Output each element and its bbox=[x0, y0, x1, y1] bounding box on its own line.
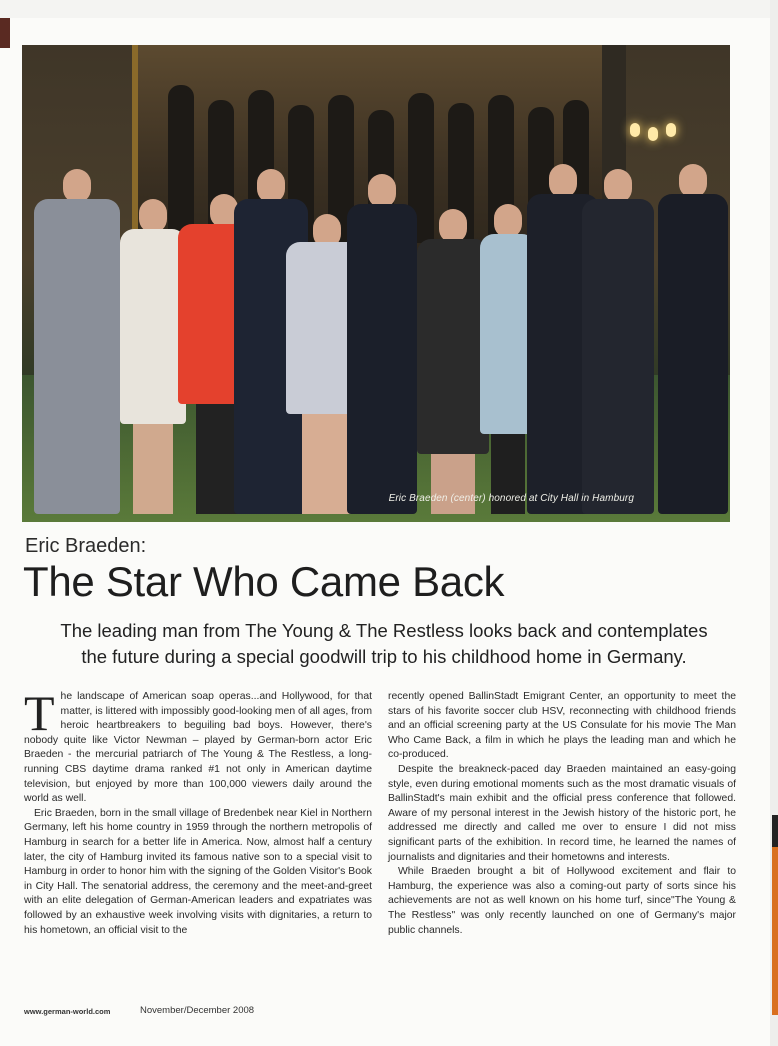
article-paragraph: Eric Braeden, born in the small village of Bredenbek near Kiel in Northern Germany, left his home country in 1959 through the northern metropolis of Hamburg in search for a better life in America. Now, almost half a century later, the city of Hamburg invited its famous native son to a special visit to Hamburg in order to honor him with the signing of the Golden Visitor's Book in City Hall. The senatorial address, the ceremony and the meet-and-greet with an elite delegation of German-American leaders and expatriates was followed by an exhaustive week involving visits with dignitaries, a return to his hometown, an official visit to the bbox=[24, 807, 372, 936]
group-photo bbox=[22, 45, 730, 522]
article-paragraph: Despite the breakneck-paced day Braeden maintained an easy-going style, even during emotional moments such as the most dramatic visuals of BallinStadt's main exhibit and the official press conference that followed. Aware of my personal interest in the Jewish history of the historic port, he addressed me directly and called me over to ensure I did not miss significant parts of the exhibition. In record time, he learned the names of journalists and dignitaries and their hometowns and interests. bbox=[388, 763, 736, 863]
section-marker bbox=[0, 18, 10, 48]
article-headline: The Star Who Came Back bbox=[23, 558, 505, 605]
article-kicker: Eric Braeden: bbox=[25, 535, 147, 557]
page-top-edge bbox=[0, 0, 778, 18]
person bbox=[658, 164, 728, 514]
chandelier bbox=[628, 105, 684, 145]
deck-line: the future during a special goodwill trip to his childhood home in Germany. bbox=[81, 646, 687, 667]
footer-date: November/December 2008 bbox=[140, 1005, 255, 1016]
person bbox=[120, 199, 186, 514]
person bbox=[34, 169, 120, 514]
person bbox=[347, 174, 417, 514]
person bbox=[417, 209, 489, 514]
deck-line: The leading man from The Young & The Restless looks back and contemplates bbox=[60, 620, 708, 641]
drop-cap: T bbox=[24, 685, 55, 741]
person bbox=[582, 169, 654, 514]
article-column-left bbox=[24, 685, 372, 938]
article-paragraph bbox=[24, 685, 372, 807]
footer-url: www.german-world.com bbox=[24, 1007, 111, 1016]
paragraph-text: he landscape of American soap operas...and Hollywood, for that matter, is littered with impossibly good-looking men of all ages, from heroic heartbreakers to beguiling bad boys. However, there's nobody quite like Victor Newman – played by German-born actor Eric Braeden - the mercurial patriarch of The Young & The Restless, a long-running CBS daytime drama ranked #1 not only in American daytime television, but enjoyed by more than 100,000 viewers daily around the world as well. bbox=[24, 691, 372, 805]
article-paragraph: While Braeden brought a bit of Hollywood excitement and flair to Hamburg, the experience was also a coming-out party of sorts since his achievements are not as well known on his home turf, since"The Young & The Restless" was only recently launched on one of Germany's major public channels. bbox=[388, 866, 736, 936]
section-tab-top bbox=[772, 815, 778, 847]
photo-caption: Eric Braeden (center) honored at City Hall in Hamburg bbox=[388, 493, 634, 504]
article-column-right bbox=[388, 690, 736, 938]
article-deck bbox=[20, 618, 748, 670]
article-paragraph: recently opened BallinStadt Emigrant Center, an opportunity to meet the stars of his favorite soccer club HSV, reconnecting with childhood friends and an official screening party at the US Consulate for his movie The Man Who Came Back, a film in which he plays the leading man and which he co-produced. bbox=[388, 691, 736, 761]
